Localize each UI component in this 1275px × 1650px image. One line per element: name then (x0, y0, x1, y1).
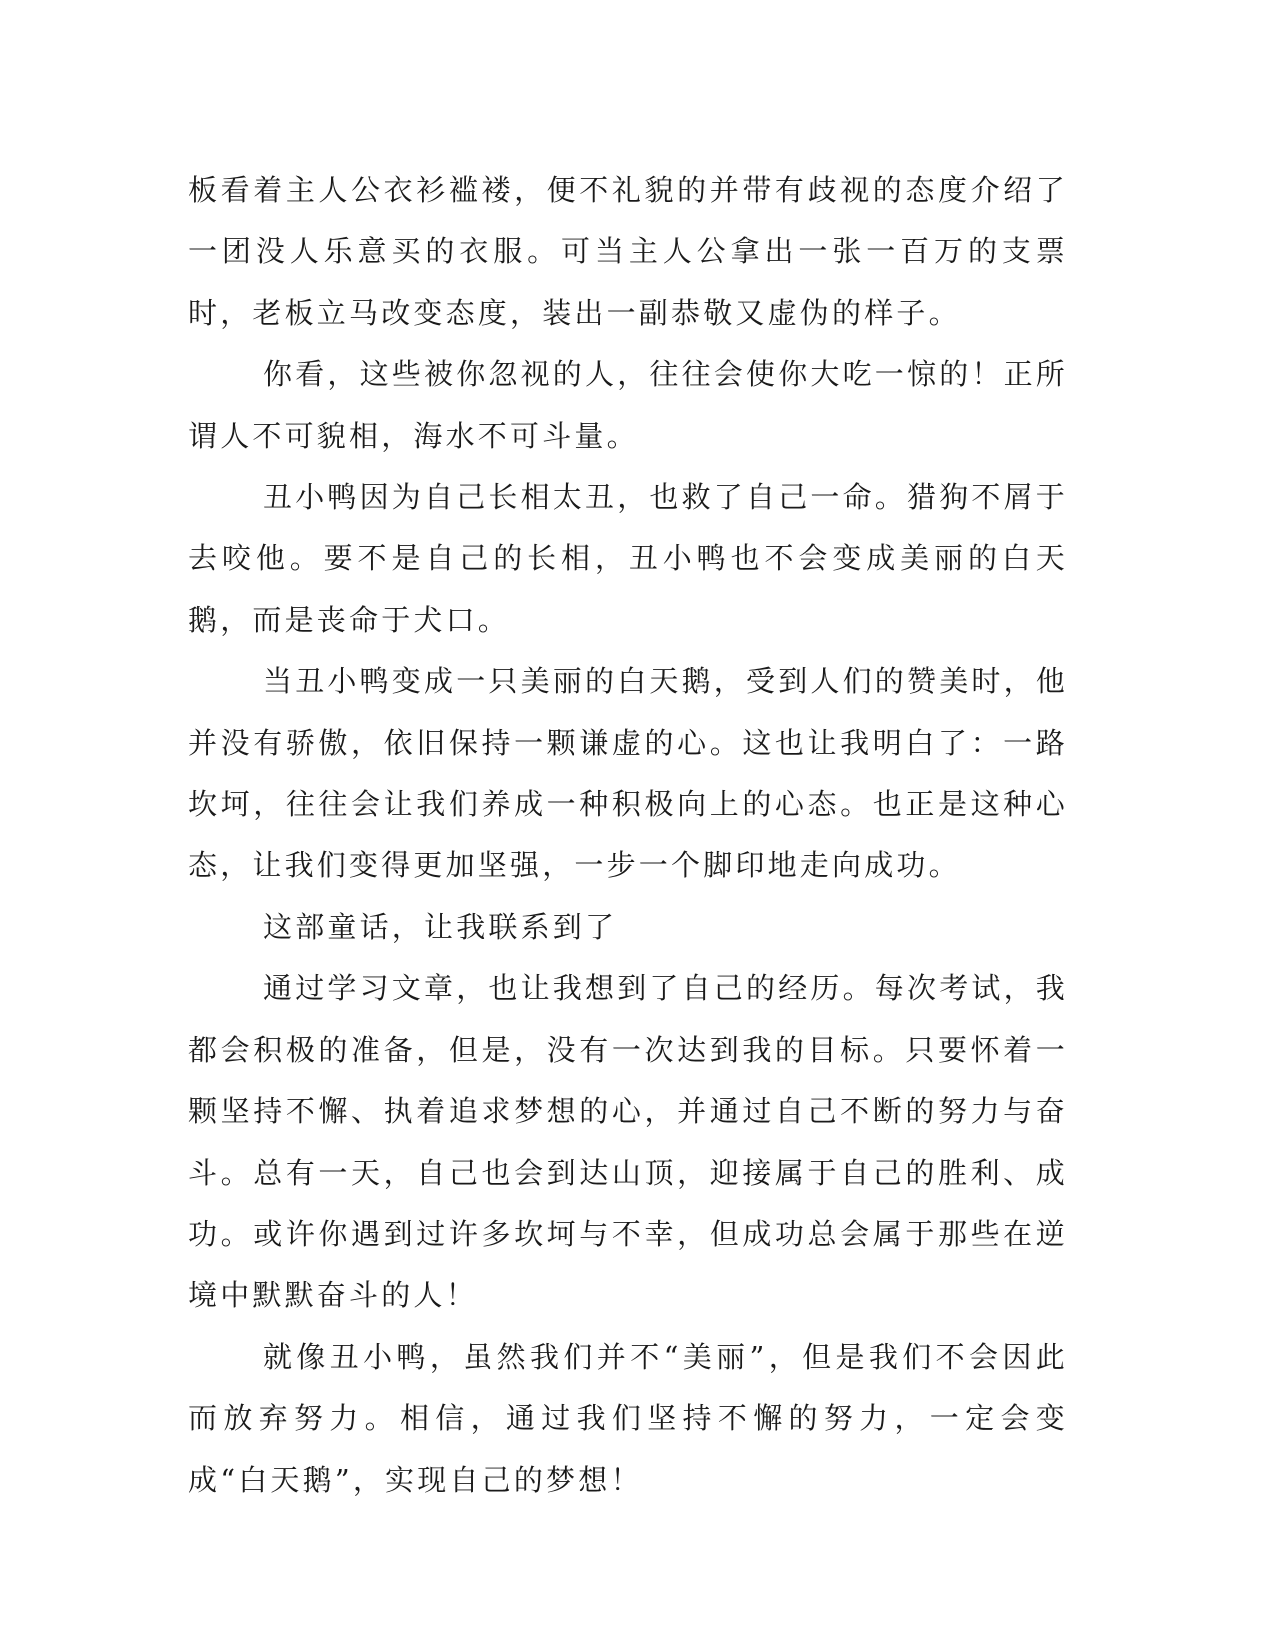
paragraph-1: 板看着主人公衣衫褴褛，便不礼貌的并带有歧视的态度介绍了一团没人乐意买的衣服。可当主人公拿出一张一百万的支票时，老板立马改变态度，装出一副恭敬又虚伪的样子。 (188, 173, 1068, 330)
paragraph-6: 通过学习文章，也让我想到了自己的经历。每次考试，我都会积极的准备，但是，没有一次达到我的目标。只要怀着一颗坚持不懈、执着追求梦想的心，并通过自己不断的努力与奋斗。总有一天，自己也会到达山顶，迎接属于自己的胜利、成功。或许你遇到过许多坎坷与不幸，但成功总会属于那些在逆境中默默奋斗的人！ (188, 971, 1069, 1313)
paragraph-2: 你看，这些被你忽视的人，往往会使你大吃一惊的！正所谓人不可貌相，海水不可斗量。 (188, 357, 1069, 453)
paragraph-4: 当丑小鸭变成一只美丽的白天鹅，受到人们的赞美时，他并没有骄傲，依旧保持一颗谦虚的心。这也让我明白了：一路坎坷，往往会让我们养成一种积极向上的心态。也正是这种心态，让我们变得更加坚强，一步一个脚印地走向成功。 (188, 664, 1069, 883)
paragraph-7: 就像丑小鸭，虽然我们并不“美丽”，但是我们不会因此而放弃努力。相信，通过我们坚持不懈的努力，一定会变成“白天鹅”，实现自己的梦想！ (188, 1339, 1068, 1497)
paragraph-5: 这部童话，让我联系到了 (263, 909, 618, 944)
document-body (188, 160, 1068, 1511)
paragraph-3: 丑小鸭因为自己长相太丑，也救了自己一命。猎狗不屑于去咬他。要不是自己的长相，丑小鸭也不会变成美丽的白天鹅，而是丧命于犬口。 (188, 480, 1069, 637)
